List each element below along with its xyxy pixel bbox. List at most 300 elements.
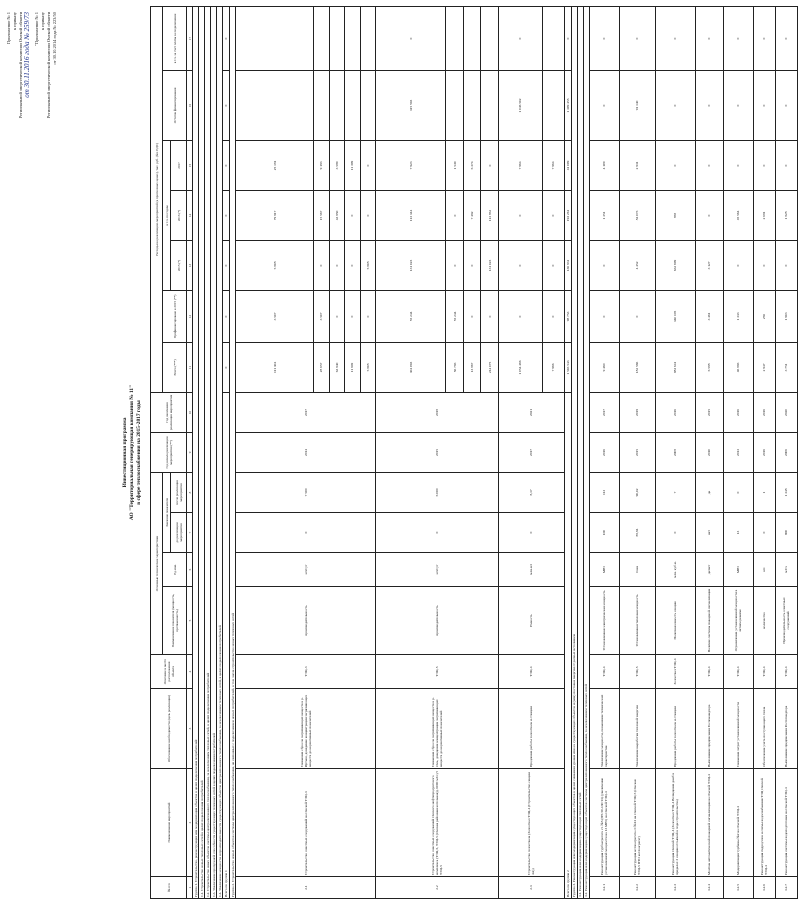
item-name: Модернизация турбины №2 на Омской ТЭЦ-4	[723, 769, 753, 877]
finance-value: 1 903	[775, 290, 797, 342]
finance-value: 45 564	[723, 190, 753, 240]
finance-value: 4 452	[619, 240, 655, 290]
finance-value: 0	[695, 140, 723, 190]
finance-value: 0	[498, 6, 542, 70]
col-name: Наименование мероприятий	[151, 769, 187, 877]
item-start: 2015	[619, 432, 655, 472]
finance-value: 1 828	[775, 190, 797, 240]
section-title: Группа 2. Строительство новых объектов системы централизованного теплоснабжения, не связанных с подключением новых потребителей, в том числе строительство новых тепловых сетей	[230, 6, 236, 898]
item-char: Установленная тепловая мощность	[619, 587, 655, 655]
table-row	[775, 6, 797, 898]
appendix-orig	[34, 12, 58, 202]
total-row	[223, 6, 230, 898]
total-value: 1 503 543	[564, 342, 571, 392]
item-before: 0	[655, 513, 695, 553]
finance-value: 0	[655, 6, 695, 70]
title-line: Инвестиционная программа	[122, 417, 128, 488]
total-value: 0	[564, 6, 571, 70]
finance-value	[481, 6, 499, 70]
finance-value: 0	[753, 70, 775, 140]
appendix-line: "Приложение № 1	[34, 12, 39, 46]
item-need: Увеличение мощности, повышение технических характеристик	[589, 689, 619, 769]
total-value: 98 753	[564, 290, 571, 342]
item-unit: м3/ч	[775, 553, 797, 587]
total-row	[564, 6, 571, 898]
finance-value: 28 657	[314, 342, 330, 392]
item-no: 3.2.2	[619, 877, 655, 899]
finance-value	[463, 70, 481, 140]
total-value: 0	[223, 240, 230, 290]
item-end: 2020	[775, 392, 797, 432]
finance-value: 56 793	[446, 342, 464, 392]
item-start-year: 2015	[376, 432, 499, 472]
column-number: 2	[187, 769, 193, 877]
item-place: ТЭЦ-5	[376, 655, 499, 689]
finance-value: 7 964	[498, 140, 542, 190]
finance-value: 304 093	[376, 342, 446, 392]
finance-value: 1 333	[723, 290, 753, 342]
finance-value: 182 566	[619, 342, 655, 392]
finance-value: 9 460	[589, 342, 619, 392]
finance-value: 0	[723, 240, 753, 290]
item-name: Реконструкция котлоагрегата ст.№14 на Омской ТЭЦ-5 (Омская ТЭЦ-5 ПТО котлоагрегат)	[619, 769, 655, 877]
finance-value: 0	[542, 240, 564, 290]
finance-value	[236, 70, 314, 140]
finance-value: 5 808	[236, 240, 314, 290]
total-label: Всего по группе 1	[223, 392, 230, 898]
finance-value: 0	[329, 290, 345, 342]
finance-value	[542, 70, 564, 140]
item-after: 1 348	[775, 472, 797, 512]
appendix-new	[6, 12, 30, 202]
item-unit: шт.	[753, 553, 775, 587]
finance-value: 46 893	[723, 342, 753, 392]
finance-value: 0	[481, 140, 499, 190]
item-start-year: 2017	[498, 432, 564, 472]
finance-value: 0	[655, 70, 695, 140]
finance-value: 1 054 466	[498, 342, 542, 392]
item-place: ТЭЦ-4	[723, 655, 753, 689]
item-end: 2019	[619, 392, 655, 432]
finance-value: 0	[695, 190, 723, 240]
finance-value	[463, 6, 481, 70]
item-characteristic: производительность	[236, 587, 376, 655]
finance-value: 113 852	[481, 190, 499, 240]
item-end: 2015	[695, 392, 723, 432]
item-place: ТЭЦ-5	[619, 655, 655, 689]
column-number: 4	[187, 655, 193, 689]
item-end: 2016	[753, 392, 775, 432]
finance-value: 0	[695, 70, 723, 140]
finance-value: 131 023	[481, 240, 499, 290]
item-no: 3.2.6	[753, 877, 775, 899]
table-row	[376, 6, 446, 898]
col-place: Описание и место расположения объекта	[151, 655, 187, 689]
finance-value: 256	[753, 290, 775, 342]
finance-value: 43 950	[329, 190, 345, 240]
item-after: 6 000	[376, 472, 499, 512]
column-number: 3	[187, 689, 193, 769]
finance-value: 0	[695, 6, 723, 70]
appendix-line: к приказу	[40, 12, 45, 30]
finance-value: 0	[589, 70, 619, 140]
finance-value: 858	[655, 190, 695, 240]
column-number: 8	[187, 472, 193, 512]
total-value: 136 831	[564, 240, 571, 290]
column-number: 5	[187, 587, 193, 655]
finance-value: 3 507	[314, 290, 330, 342]
finance-value: 11 949	[345, 342, 361, 392]
item-unit: да/нет	[695, 553, 723, 587]
col-char-name: Наименование показателя (мощность, протяженность)	[163, 587, 187, 655]
total-value: 1 309 455	[564, 70, 571, 140]
item-start: 2016	[589, 432, 619, 472]
finance-value: 340 105	[655, 290, 695, 342]
finance-value: 9 183	[314, 140, 330, 190]
item-name: Реконструкция турбоагрегата ст. №5 (ПТ-50-130/13) (увеличение установленной мощности на 13 МВт) на Омской ТЭЦ-4	[589, 769, 619, 877]
item-need: Продление работы золоотвала и станции	[655, 689, 695, 769]
finance-value: 0	[463, 240, 481, 290]
item-need: Снижение сбросов загрязняющих веществ в р. Омь, доведение концентрации загрязняющих веществ до нормативных показателей	[376, 689, 499, 769]
finance-value: 0	[345, 290, 361, 342]
item-char: Наличие системы пожарной сигнализации	[695, 587, 723, 655]
finance-value: 0	[463, 290, 481, 342]
item-char: Ограничение установленной мощности в летнем режиме	[723, 587, 753, 655]
item-need: Обеспечение учета поступающего тепла	[753, 689, 775, 769]
finance-value: 0	[360, 190, 376, 240]
total-value: 0	[223, 140, 230, 190]
finance-value: 0	[498, 240, 542, 290]
item-start: 2016	[753, 432, 775, 472]
col-main-chars: Основные технические характеристики	[151, 472, 163, 654]
column-number: 9	[187, 432, 193, 472]
item-before: 0	[753, 513, 775, 553]
finance-value: 0	[753, 240, 775, 290]
finance-value: 0	[619, 6, 655, 70]
item-char: количество	[753, 587, 775, 655]
item-no: 3.2.7	[775, 877, 797, 899]
title-line: АО "Территориальная генерирующая компания № 11"	[129, 384, 135, 521]
finance-value: 0	[723, 6, 753, 70]
item-before: 0	[498, 513, 564, 553]
section-title: 3.1. Реконструкция или модернизация существующих тепловых сетей	[577, 6, 583, 898]
item-no: 3.2.4	[695, 877, 723, 899]
item-place: Золоотвал ТЭЦ-4	[655, 655, 695, 689]
item-unit: МВт	[723, 553, 753, 587]
finance-value: 0	[775, 6, 797, 70]
finance-value: 79 917	[236, 190, 314, 240]
finance-value	[329, 70, 345, 140]
finance-value: 0	[345, 240, 361, 290]
item-end-year: 2021	[498, 392, 564, 432]
section-title: 3.2. Реконструкция или модернизация существующих объектов системы централизованного теплоснабжения, за исключением тепловых сетей	[583, 6, 589, 898]
col-total: Всего (***)	[163, 342, 187, 392]
finance-value: 3 461	[695, 290, 723, 342]
section-title: 1.1. Строительство новых тепловых сетей в целях подключения потребителей	[199, 6, 205, 898]
item-before: 13	[723, 513, 753, 553]
finance-value	[542, 6, 564, 70]
finance-value: 0	[753, 140, 775, 190]
finance-value: 131 023	[376, 240, 446, 290]
item-char: Полезная емкость секции	[655, 587, 695, 655]
item-need: Выполнение предписания Ростехнадзора	[775, 689, 797, 769]
item-after: 90,02	[619, 472, 655, 512]
finance-value: 315 593	[376, 70, 446, 140]
finance-value: 7 964	[542, 140, 564, 190]
appendix-line: Приложение № 1	[6, 12, 11, 45]
col-incl: в т.ч. по годам	[163, 140, 171, 290]
finance-value: 15 567	[314, 190, 330, 240]
item-name: Реконструкция системы водоподготовки на Омской ТЭЦ-4	[775, 769, 797, 877]
finance-value: 0	[498, 290, 542, 342]
finance-value: 0	[723, 70, 753, 140]
finance-value: 55 244	[446, 290, 464, 342]
finance-value	[360, 70, 376, 140]
item-number: 2.2	[376, 877, 499, 899]
finance-value: 0	[619, 290, 655, 342]
finance-value	[236, 6, 314, 70]
total-value: 0	[223, 190, 230, 240]
finance-value: 1 351	[589, 190, 619, 240]
item-after: 7 500	[236, 472, 376, 512]
col-start-year: Год начала реализации мероприятия (**)	[151, 432, 187, 472]
finance-value: 0	[775, 140, 797, 190]
appendix-line: Региональной энергетической комиссии Омской области	[18, 12, 23, 119]
finance-value: 0	[314, 240, 330, 290]
item-start: 2010	[695, 432, 723, 472]
item-unit: м3/сут	[236, 553, 376, 587]
total-value: 0	[223, 6, 230, 70]
item-end-year: 2018	[376, 392, 499, 432]
item-after: 1	[753, 472, 775, 512]
finance-value: 5 808	[360, 342, 376, 392]
column-number: 11	[187, 342, 193, 392]
finance-value: 6 374	[463, 140, 481, 190]
appendix-line: к приказу	[12, 12, 17, 30]
finance-value: 7 492	[463, 190, 481, 240]
table-row	[236, 6, 314, 898]
finance-value: 632 699	[655, 240, 695, 290]
item-unit: тонн	[619, 553, 655, 587]
finance-value: 0	[446, 190, 464, 240]
finance-value: 3 751	[775, 342, 797, 392]
total-value: 41 009	[564, 140, 571, 190]
finance-value: 1 549	[446, 140, 464, 190]
finance-value	[481, 70, 499, 140]
finance-value: 2 691	[753, 190, 775, 240]
item-name: Реконструкция гидроузлов и схемы водоснабжения ТЭЦ Омской ТЭЦ-4	[753, 769, 775, 877]
table-row	[498, 6, 542, 898]
finance-value: 983 641	[655, 342, 695, 392]
finance-value: 0	[345, 190, 361, 240]
section-title: Группа 1. Строительство, реконструкция или модернизация объектов в целях подключения потребителей:	[193, 6, 199, 898]
finance-value: 3 127	[695, 240, 723, 290]
item-after: да	[695, 472, 723, 512]
item-place: ТЭЦ-4	[753, 655, 775, 689]
item-end: 2016	[723, 392, 753, 432]
finance-value: 7 923	[376, 140, 446, 190]
item-before: 0	[376, 513, 499, 553]
finance-value: 2 931	[619, 140, 655, 190]
finance-value: 0	[589, 290, 619, 342]
finance-value: 3 507	[236, 290, 314, 342]
column-number: 14	[187, 190, 193, 240]
finance-value: 7 966	[542, 342, 564, 392]
table-body	[187, 6, 798, 898]
item-before: 0	[236, 513, 376, 553]
item-start: 2013	[723, 432, 753, 472]
table-row	[695, 6, 723, 898]
finance-value: 113 344	[376, 190, 446, 240]
item-after: 7	[655, 472, 695, 512]
item-before: 100	[589, 513, 619, 553]
column-number: 15	[187, 140, 193, 190]
item-place: ТЭЦ-3	[236, 655, 376, 689]
col-before: до реализации мероприятия	[171, 513, 187, 553]
finance-value	[314, 6, 330, 70]
finance-value: 4 109	[589, 140, 619, 190]
item-need: Увеличение выработки тепловой энергии	[619, 689, 655, 769]
finance-value: 0	[723, 140, 753, 190]
item-unit: МВт	[589, 553, 619, 587]
title-line: в сфере теплоснабжения на 2015-2017 годы	[136, 400, 142, 505]
item-characteristic: производительность	[376, 587, 499, 655]
item-name: Строительство очистных сооружений Омского нефтепродуктового комплекса (ТЭЦ-5, ТЭЦ-5 (Омская районная котельная)), 6000 м3/сут ТЭЦ-5	[376, 769, 499, 877]
finance-value: 6 588	[695, 342, 723, 392]
column-number: 13	[187, 240, 193, 290]
col-2015: 2015 (*)	[171, 240, 187, 290]
finance-value: 2 947	[753, 342, 775, 392]
col-2016: 2016 (*)	[171, 190, 187, 240]
item-need: Продление работы золоотвала и станции	[498, 689, 564, 769]
finance-value: 0	[360, 140, 376, 190]
column-number: 10	[187, 392, 193, 432]
finance-value: 1 046 502	[498, 70, 542, 140]
item-no: 3.2.1	[589, 877, 619, 899]
item-start-year: 2014	[236, 432, 376, 472]
col-2017: 2017	[171, 140, 187, 190]
finance-value: 11 399	[345, 140, 361, 190]
column-number: 12	[187, 290, 193, 342]
section-title: 1.2. Строительство иных объектов системы централизованного теплоснабжения, за исключением тепловых сетей, в целях подключения потребителей	[205, 6, 211, 898]
total-value: 193 261	[564, 190, 571, 240]
item-need: Снижение сбросов загрязняющих веществ в р. Иртыш, доведение концентрации загрязняющих веществ до нормативных показателей	[236, 689, 376, 769]
item-number: 2.1	[236, 877, 376, 899]
col-tariff: в т.ч. за счет платы за подключение	[163, 6, 187, 70]
finance-value: 5 808	[360, 240, 376, 290]
item-before: 88,84	[619, 513, 655, 553]
section-title: Группа 3. Реконструкция или модернизация существующих объектов в целях снижения уровня износа существующих объектов и (или) поставки энергии от разных источников	[571, 6, 577, 898]
finance-value	[446, 6, 464, 70]
finance-value	[446, 70, 464, 140]
table-row	[723, 6, 753, 898]
column-number: 7	[187, 513, 193, 553]
item-name: Строительство золоотвала (Золоотвал ТЭЦ-4 (Строительство секции 4А))	[498, 769, 564, 877]
item-after: 113	[589, 472, 619, 512]
item-end: 2017	[589, 392, 619, 432]
column-number: 1	[187, 877, 193, 899]
column-number: 16	[187, 70, 193, 140]
table-row	[753, 6, 775, 898]
item-number: 2.3	[498, 877, 564, 899]
table-row	[589, 6, 619, 898]
item-need: Выполнение предписания Госпожнадзора	[695, 689, 723, 769]
col-after: после реализации мероприятия	[171, 472, 187, 512]
finance-value: 91 140	[619, 70, 655, 140]
item-place: ТЭЦ-4	[589, 655, 619, 689]
item-end: 2016	[655, 392, 695, 432]
signature-date: от 30.11.2016 года № 259/73	[23, 12, 31, 98]
item-place: ТЭЦ-4	[775, 655, 797, 689]
item-name: Реконструкция Омской ТЭЦ-4 (Золоотвал ТЭЦ-4 Возведение дамб в пределах 3 секции отсыпкой в ходе строительства)	[655, 769, 695, 877]
finance-value	[360, 6, 376, 70]
finance-value: 111 304	[236, 342, 314, 392]
finance-value: 84 073	[619, 190, 655, 240]
finance-value: 0	[775, 70, 797, 140]
item-characteristic: Емкость	[498, 587, 564, 655]
finance-value	[329, 6, 345, 70]
finance-value: 13 867	[463, 342, 481, 392]
finance-value: 0	[360, 290, 376, 342]
total-value: 0	[223, 290, 230, 342]
section-title: 1.3. Увеличение пропускной способности существующих тепловых сетей в целях подключения потребителей	[211, 6, 217, 898]
appendix-header	[6, 12, 62, 202]
finance-value	[345, 6, 361, 70]
item-char: Установленная электрическая мощность	[589, 587, 619, 655]
item-name: Монтаж автоматической пожарной сигнализации на Омской ТЭЦ-4	[695, 769, 723, 877]
finance-value: 0	[589, 240, 619, 290]
finance-value	[314, 70, 330, 140]
finance-value: 0	[542, 190, 564, 240]
col-unit: Ед.изм.	[163, 553, 187, 587]
item-start: 2006	[775, 432, 797, 472]
total-value: 0	[223, 70, 230, 140]
item-after: 0	[723, 472, 753, 512]
finance-value: 0	[446, 240, 464, 290]
appendix-line: от 30.10.2014 года № 223/50	[52, 12, 57, 65]
item-no: 3.2.3	[655, 877, 695, 899]
finance-value	[345, 70, 361, 140]
table-row	[619, 6, 655, 898]
appendix-line: Региональной энергетической комиссии Омской области	[46, 12, 51, 119]
finance-value: 0	[376, 6, 446, 70]
finance-value: 0	[589, 6, 619, 70]
item-before: нет	[695, 513, 723, 553]
finance-value: 3 599	[329, 140, 345, 190]
item-before: 900	[775, 513, 797, 553]
finance-value: 0	[542, 290, 564, 342]
finance-value: 0	[329, 240, 345, 290]
col-costs: Расходы на реализацию мероприятий (в прогнозных ценах), тыс. руб. (без НДС)	[151, 6, 163, 392]
column-number: 17	[187, 6, 193, 70]
col-no: № п/п	[151, 877, 187, 899]
finance-value: 0	[498, 190, 542, 240]
item-no: 3.2.5	[723, 877, 753, 899]
total-label: Всего по группе 2	[564, 392, 571, 898]
item-place: ТЭЦ-4	[695, 655, 723, 689]
item-need: Снижение затрат установленной мощности	[723, 689, 753, 769]
column-number: 6	[187, 553, 193, 587]
item-unit: м3/сут	[376, 553, 499, 587]
item-end-year: 2017	[236, 392, 376, 432]
total-value: 0	[223, 342, 230, 392]
finance-value: 0	[655, 140, 695, 190]
item-start: 2008	[655, 432, 695, 472]
item-name: Строительство очистных сооружений на Омской ТЭЦ-3	[236, 769, 376, 877]
col-values: Значение показателя	[163, 472, 171, 552]
investment-table	[150, 6, 798, 899]
col-design: Профинансировано к 2015 (**)	[163, 290, 187, 342]
